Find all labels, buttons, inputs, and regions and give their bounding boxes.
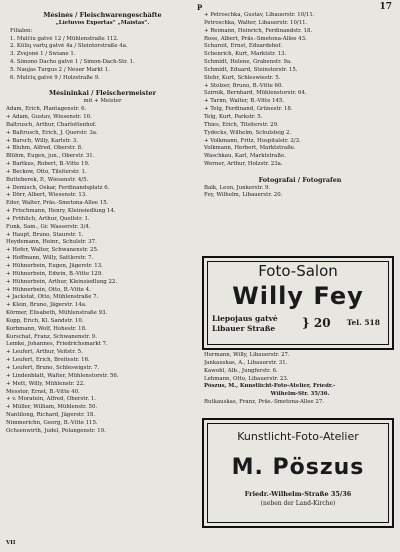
directory-entry: + Telg, Ferdinand, Grünestr. 18. (204, 106, 293, 113)
directory-entry: Kawohl, Alb., Jungferstr. 6. (204, 367, 278, 374)
directory-entry: + Volkmann, Fritz, Hospitalstr. 2/3. (204, 137, 301, 144)
directory-entry: Heydemann, Heinr., Schulstr. 37. (6, 239, 97, 246)
directory-entry: + Hühnerbein, Otto, B.-Vitte 4. (6, 286, 91, 293)
section-heading: Mėsininkai / Fleischermeister (49, 90, 156, 98)
directory-entry: Balk, Leon, Junkerstr. 9. (204, 184, 271, 191)
directory-entry (6, 83, 199, 91)
right-column-top (204, 12, 396, 200)
directory-entry: Lehmann, Otto, Libauerstr. 23. (204, 375, 289, 382)
directory-entry: Schmidt, Helene, Grabenstr. 9a. (204, 59, 292, 66)
directory-entry: Hermann, Willy, Libauerstr. 27. (204, 352, 290, 358)
directory-entry: Pöszus, M., Kunstlicht-Foto-Atelier, Friedr.- (204, 383, 336, 390)
directory-entry: + Baltrusch, Erich, J. Querstr. 3a. (6, 129, 98, 136)
ad-title: Kunstlicht-Foto-Atelier (237, 430, 359, 443)
directory-entry: Stehr, Kurt, Schleswiestr. 5. (204, 74, 281, 81)
directory-entry: 6. Mulčių gatvė 9 / Holzstraße 9. (10, 74, 100, 81)
directory-entry: Rose, Albert, Präs.-Smetona-Allee 43. (204, 35, 307, 42)
directory-entry: mit + Meister (83, 98, 122, 105)
directory-entry: Korbmann, Wolf, Hohestr. 18. (6, 325, 87, 332)
directory-entry: Telg, Kurt, Parkstr. 5. (204, 113, 263, 120)
directory-entry: + Jackstat, Otto, Mühlenstraße 7. (6, 294, 99, 301)
ad-address-line: Libauer Straße (212, 324, 276, 333)
directory-entry: Volkmann, Herbert, Marktstraße. (204, 145, 296, 152)
ad-title: Foto-Salon (258, 262, 338, 280)
directory-entry: Eder, Walter, Präs.-Smetona-Allee 15. (6, 200, 109, 207)
directory-entry: + Frischmann, Henry, Kleinsiedlung 14. (6, 208, 116, 215)
ad-address (212, 314, 278, 334)
directory-entry: 4. Simono Dacho gatvė 1 / Simon-Dach-Str. 1. (10, 59, 135, 66)
directory-entry: Schareit, Ernst, Eduardshof. (204, 43, 282, 50)
directory-entry: + Müller, William, Mühlenstr. 50. (6, 404, 98, 411)
directory-entry: + Barsch, Willy, Karlstr. 3. (6, 137, 79, 144)
directory-entry: Kopp, Erich, Kl. Sandstr. 10. (6, 317, 84, 324)
directory-entry: Lemke, Johannes, Friedrichsmarkt 7. (6, 341, 108, 348)
ad-name: Willy Fey (232, 282, 364, 310)
directory-entry: + Demisch, Oskar, Ferdinandsplatz 6. (6, 184, 110, 191)
directory-entry: + Dörr, Albert, Wiesenstr. 13. (6, 192, 87, 199)
directory-entry: Fey, Wilhelm, Libauerstr. 20. (204, 192, 283, 199)
directory-entry: + Stolzer, Bruno, B.-Vitte 60. (204, 82, 284, 89)
directory-entry: + v. Moratein, Alfred, Oberstr. 1. (6, 396, 96, 403)
directory-entry: + Hühnerbein, Eugen, Jägerstr. 13. (6, 263, 103, 269)
directory-entry: 3. Žvejonė 1 / Swiane 1. (10, 51, 76, 58)
directory-entry: + Haupt, Bruno, Staurstr. 1. (6, 231, 84, 238)
directory-entry: 1. Mulčiu gatvė 12 / Mühlenstraße 112. (10, 35, 119, 42)
directory-entry: + Hühnerbein, Arthur, Kleinsiedlung 22. (6, 278, 118, 285)
directory-entry: Petroschka, Walter, Libauerstr. 10/11. (204, 19, 308, 26)
directory-entry: Adam, Erich, Plantagenstr. 6. (6, 106, 87, 113)
directory-entry: Schenrich, Kurt, Marktstr. 13. (204, 51, 287, 58)
ad-address-line: Liepojaus gatvė (212, 314, 278, 323)
directory-entry: + Leufert, Bruno, Schleswigstr. 7. (6, 364, 100, 371)
right-column-middle (204, 352, 396, 407)
directory-entry: Werner, Arthur, Holzstr. 23a. (204, 161, 283, 168)
ad-note: (neben der Land-Kirche) (260, 500, 336, 507)
directory-entry: + Leufert, Arthur, Veitstr. 5. (6, 349, 83, 356)
directory-entry: Butteberek, P., Wiesenstr. 4/5. (6, 176, 89, 183)
ad-street-number: } 20 (302, 316, 331, 330)
directory-entry: „Lietuvos Exportas“ „Maistas“. (55, 19, 150, 26)
section-heading: Fotografai / Fotografen (258, 176, 342, 184)
directory-entry: + Bluhm, Alfred, Oberstr. 8. (6, 145, 83, 152)
directory-entry: + Lindenblatt, Walter, Mühlenstorstr. 56. (6, 372, 119, 379)
page-footer: VII (6, 540, 16, 546)
directory-entry: Baltrusch, Arthur, Charlottenhof. (6, 121, 97, 128)
directory-entry: Schmidt, Eduard, Steinstorstr. 15. (204, 66, 298, 73)
directory-entry: Nimmerichn, Georg, B.-Vitte 115. (6, 419, 98, 426)
directory-entry: + Leufert, Erich, Breitestr. 16. (6, 357, 90, 364)
directory-entry: Filialen: (10, 27, 33, 34)
directory-entry: Ochsenwirth, Judel, Polangenstr. 19. (6, 427, 106, 434)
directory-entry: + Tarim, Walter, B.-Vitte 145. (204, 98, 285, 105)
directory-entry: + Hoffmann, Willy, Sattlerstr. 7. (6, 255, 94, 262)
header-letter: P (197, 3, 203, 12)
directory-entry: Waschkau, Karl, Marktstraße. (204, 153, 286, 160)
directory-entry: + Reimann, Heinrich, Ferdinandstr. 18. (204, 27, 313, 34)
ad-name: M. Pöszus (231, 455, 365, 480)
directory-entry (204, 169, 396, 177)
directory-entry: Körmer, Elisabeth, Mühlenstraße 93. (6, 310, 108, 317)
directory-entry: Wilhelm-Str. 35/36. (270, 391, 330, 398)
directory-entry: Messtor, Ernst, B.-Vitte 40. (6, 388, 80, 395)
directory-entry: Tydecks, Wilhelm, Schulsteig 2. (204, 129, 292, 136)
directory-entry: + Hühnerbein, Edwin, B.-Vitte 129. (6, 270, 103, 277)
ad-foto-salon-willy-fey (202, 256, 394, 350)
directory-entry: Jankauskas, A., Libauerstr. 31. (204, 359, 288, 366)
page-number: 17 (379, 2, 392, 12)
directory-entry: Funk, Sam., Gr. Wasserstr. 3/4. (6, 223, 91, 230)
directory-entry: Thies, Erich, Tilsiterstr. 29. (204, 121, 279, 128)
directory-entry: + Beckow, Otto, Tilsiterstr. 1. (6, 168, 87, 175)
directory-entry: Blühm, Eugen, jun., Oberstr. 31. (6, 153, 95, 160)
directory-entry: Nantilong, Richard, Jägerstr. 18. (6, 412, 96, 419)
directory-entry: + Bartkus, Robert, B.-Vitte 19. (6, 161, 90, 168)
ad-address: Friedr.-Wilhelm-Straße 35/36 (244, 490, 352, 498)
left-column (6, 12, 199, 436)
section-heading: Mėsinės / Fleischwarengeschäfte (43, 12, 162, 19)
directory-entry: + Fröhlich, Arthur, Quellstr. 1. (6, 215, 90, 222)
directory-entry: + Mett, Willy, Mühlenstr. 22. (6, 380, 85, 387)
ad-kunstlicht-foto-atelier (202, 418, 394, 528)
ad-telephone: Tel. 518 (346, 318, 380, 327)
directory-entry: + Petroschka, Gustav, Libauerstr. 10/11. (204, 12, 315, 18)
directory-entry: 5. Naujas Turgus 2 / Neuer Markt 1. (10, 66, 110, 73)
directory-entry: Szirnik, Bernhard, Mühlenstorstr. 64. (204, 90, 307, 97)
directory-entry: 2. Kūlių vartų gatvė 4a / Steintorstraße 4a. (10, 43, 128, 50)
directory-entry: + Hofer, Walter, Schwanenstr. 25. (6, 247, 99, 254)
directory-entry: Kurschat, Franz, Schwanenstr. 9. (6, 333, 97, 340)
directory-entry: + Adam, Gustav, Wiesenstr. 10. (6, 113, 92, 120)
directory-entry: + Klein, Bruno, Jägerstr. 14a. (6, 302, 87, 309)
directory-entry: Rutkauskas, Franz, Präs.-Smetona-Allee 27. (204, 399, 324, 406)
